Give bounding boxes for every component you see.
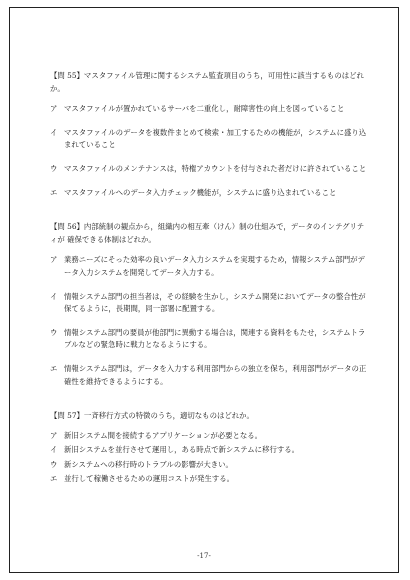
option-text: マスタファイルへのデータ入力チェック機能が，システムに盛り込まれていること <box>64 187 337 197</box>
question-55 <box>50 70 368 199</box>
option-item <box>50 327 368 352</box>
option-text: 情報システム部門の担当者は，その経験を生かし，システム開発においてデータの整合性が保てるように，長期間，同一部署に配置する。 <box>64 291 366 314</box>
option-text: 新システムへの移行時のトラブルの影響が大きい。 <box>64 459 233 469</box>
question-title: 【問 56】内部統制の観点から，組織内の相互牽（けん）制の仕組みで，データのインテグリティが 確保できる体制はどれか。 <box>50 222 365 244</box>
option-mark: ア <box>50 255 58 265</box>
option-item <box>50 459 368 472</box>
option-mark: エ <box>50 474 58 484</box>
option-item <box>50 103 368 116</box>
option-text: 情報システム部門は，データを入力する利用部門からの独立を保ち，利用部門がデータの正確性を維持できるようにする。 <box>64 363 367 386</box>
page-number: -17- <box>197 552 211 560</box>
option-mark: エ <box>50 187 58 197</box>
document-page <box>9 7 399 573</box>
questions-content <box>50 70 368 508</box>
option-list <box>50 103 368 199</box>
option-item <box>50 444 368 457</box>
option-text: マスタファイルが置かれているサーバを二重化し，耐障害性の向上を図っていること <box>64 104 345 114</box>
option-mark: ウ <box>50 163 58 173</box>
option-text: 並行して稼働させるための運用コストが発生する。 <box>64 474 234 484</box>
option-mark: イ <box>50 291 58 301</box>
option-item <box>50 473 368 486</box>
option-text: マスタファイルのメンテナンスは，特権アカウントを付与された者だけに許されていること <box>64 163 367 173</box>
option-text: 情報システム部門の要員が他部門に異動する場合は，関連する資料をもたせ，システムトラブルなどの緊急時に戦力となるようにする。 <box>64 327 366 350</box>
option-item <box>50 430 368 443</box>
option-mark: イ <box>50 445 58 455</box>
option-text: マスタファイルのデータを複数件まとめて検索・加工するための機能が，システムに盛り込まれていること <box>64 127 367 150</box>
option-item <box>50 254 368 279</box>
option-mark: ア <box>50 104 58 114</box>
question-56 <box>50 221 368 388</box>
option-mark: ア <box>50 430 58 440</box>
option-text: 業務ニーズにそった効率の良いデータ入力システムを実現するため，情報システム部門がデータ入力システムを開発してデータ入力する。 <box>64 255 365 277</box>
option-mark: イ <box>50 127 58 137</box>
question-57 <box>50 410 368 486</box>
option-item <box>50 163 368 176</box>
question-title: 【問 55】マスタファイル管理に関するシステム監査項目のうち，可用性に該当するものはどれか。 <box>50 71 364 93</box>
option-item <box>50 291 368 316</box>
option-item <box>50 363 368 388</box>
option-list <box>50 430 368 486</box>
option-mark: ウ <box>50 327 58 337</box>
option-item <box>50 127 368 152</box>
option-item <box>50 187 368 200</box>
option-mark: ウ <box>50 459 58 469</box>
option-text: 新旧システム間を接続するアプリケーションが必要となる。 <box>64 430 263 440</box>
option-list <box>50 254 368 388</box>
question-title: 【問 57】一斉移行方式の特徴のうち，適切なものはどれか。 <box>50 411 254 421</box>
option-mark: エ <box>50 363 58 373</box>
option-text: 新旧システムを並行させて運用し，ある時点で新システムに移行する。 <box>64 445 300 455</box>
